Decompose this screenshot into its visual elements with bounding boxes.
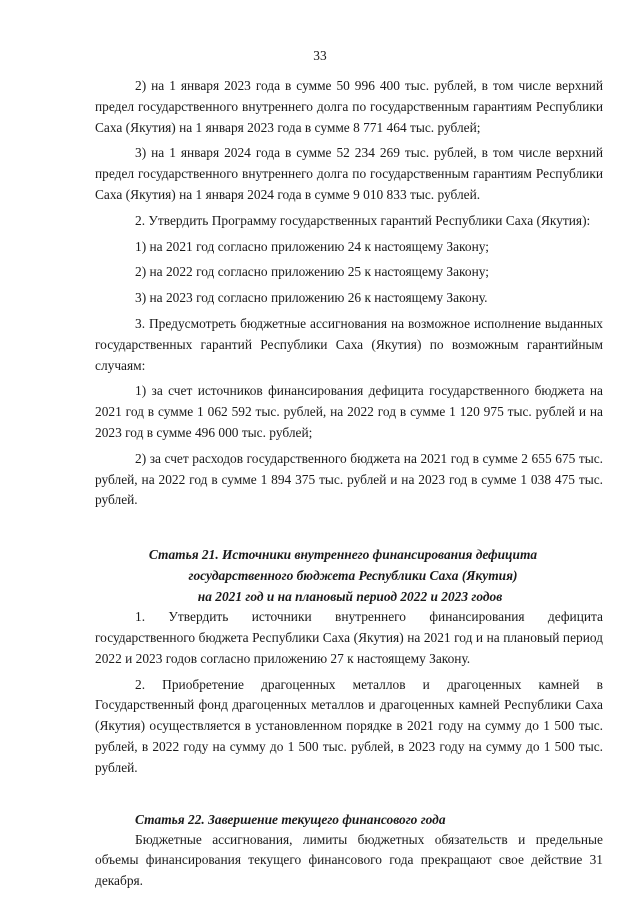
paragraph-limit-2024: 3) на 1 января 2024 года в сумме 52 234 269 тыс. рублей, в том числе верхний предел государственного внутреннего долга по государственным гарантиям Республики Саха (Якутия) на 1 января 2024 года в сумме 9 010 833 тыс. рублей.	[95, 145, 603, 202]
article-21-heading-line-3: на 2021 год и на плановый период 2022 и 2023 годов	[197, 589, 503, 605]
article-21-paragraph-1: 1. Утвердить источники внутреннего финансирования дефицита государственного бюджета Республики Саха (Якутия) на 2021 год и на плановый период 2022 и 2023 годов согласно приложению 27 к настоящему Закону.	[95, 609, 603, 666]
paragraph-limit-2023: 2) на 1 января 2023 года в сумме 50 996 400 тыс. рублей, в том числе верхний предел государственного внутреннего долга по государственным гарантиям Республики Саха (Якутия) на 1 января 2023 года в сумме 8 771 464 тыс. рублей;	[95, 78, 603, 135]
list-item-2023: 3) на 2023 год согласно приложению 26 к настоящему Закону.	[135, 290, 488, 306]
article-22-heading: Статья 22. Завершение текущего финансового года	[135, 811, 446, 827]
article-21-heading-line-1: Статья 21. Источники внутреннего финансирования дефицита	[148, 547, 538, 563]
page-number: 33	[313, 48, 327, 63]
page-content	[95, 76, 603, 892]
list-item-expenses: 2) за счет расходов государственного бюджета на 2021 год в сумме 2 655 675 тыс. рублей, на 2022 год в сумме 1 894 375 тыс. рублей и на 2023 год в сумме 1 038 475 тыс. рублей.	[95, 450, 603, 508]
list-item-2022: 2) на 2022 год согласно приложению 25 к настоящему Закону;	[135, 264, 489, 280]
paragraph-guarantee-program: 2. Утвердить Программу государственных гарантий Республики Саха (Якутия):	[135, 212, 591, 228]
article-21-heading-line-2: государственного бюджета Республики Саха (Якутия)	[188, 568, 518, 584]
article-21-paragraph-2: 2. Приобретение драгоценных металлов и драгоценных камней в Государственный фонд драгоценных металлов и драгоценных камней Республики Саха (Якутия) осуществляется в установленном порядке в 2021 году на сумму до 1 500 тыс. рублей, в 2022 году на сумму до 1 500 тыс. рублей, в 2023 году на сумму до 1 500 тыс. рублей.	[95, 676, 603, 775]
list-item-2021: 1) на 2021 год согласно приложению 24 к настоящему Закону;	[135, 238, 489, 254]
article-22-paragraph-1: Бюджетные ассигнования, лимиты бюджетных обязательств и предельные объемы финансирования текущего финансового года прекращают свое действие 31 декабря.	[95, 831, 603, 889]
paragraph-budget-allocations: 3. Предусмотреть бюджетные ассигнования на возможное исполнение выданных государственных гарантий Республики Саха (Якутия) по возможным гарантийным случаям:	[95, 315, 603, 373]
list-item-deficit-sources: 1) за счет источников финансирования дефицита государственного бюджета на 2021 год в сумме 1 062 592 тыс. рублей, на 2022 год в сумме 1 120 975 тыс. рублей и на 2023 год в сумме 496 000 тыс. рублей;	[95, 383, 603, 440]
